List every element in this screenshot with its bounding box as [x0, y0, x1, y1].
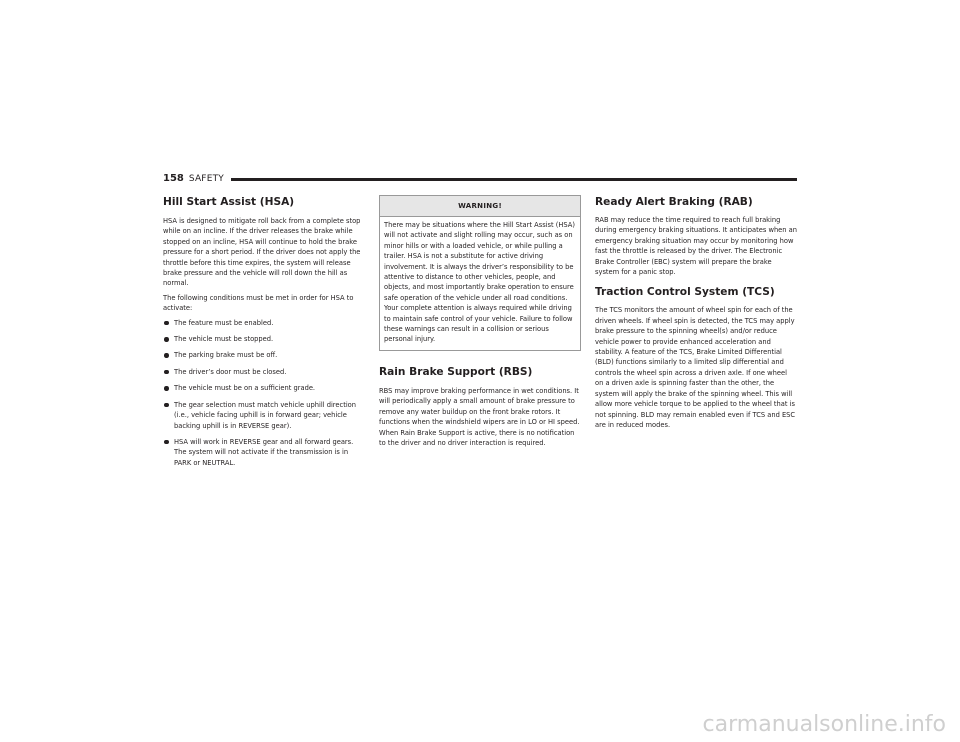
bullet-icon: [164, 337, 169, 342]
hsa-heading: Hill Start Assist (HSA): [163, 196, 295, 208]
header-rule: [231, 178, 797, 181]
watermark: carmanualsonline.info: [702, 712, 946, 737]
hsa-conditions-intro: The following conditions must be met in order for HSA to activate:: [163, 293, 354, 313]
list-item: [163, 400, 364, 431]
bullet-icon: [164, 353, 169, 358]
warning-title: WARNING!: [380, 196, 580, 217]
list-item-text: The gear selection must match vehicle uphill direction (i.e., vehicle facing uphill is in forward gear; vehicle backing uphill is in REVERSE gear).: [174, 400, 357, 430]
rab-paragraph: RAB may reduce the time required to reach full braking during emergency braking situations. It anticipates when an emergency braking situation may occur by monitoring how fast the throttle is released by the driver. The Electronic Brake Controller (EBC) system will prepare the brake system for a panic stop.: [595, 216, 797, 277]
bullet-icon: [164, 386, 169, 391]
bullet-icon: [164, 403, 169, 408]
tcs-paragraph: The TCS monitors the amount of wheel spin for each of the driven wheels. If wheel spin is detected, the TCS may apply brake pressure to the spinning wheel(s) and/or reduce vehicle power to provide enhanced acceleration and stability. A feature of the TCS, Brake Limited Differential (BLD) functions similarly to a limited slip differential and controls the wheel spin across a driven axle. If one wheel on a driven axle is spinning faster than the other, the system will apply the brake of the spinning wheel. This will allow more vehicle torque to be applied to the wheel that is not spinning. BLD may remain enabled even if TCS and ESC are in reduced modes.: [595, 306, 796, 429]
list-item-text: The vehicle must be stopped.: [174, 335, 274, 344]
bullet-icon: [164, 370, 169, 375]
list-item-text: The feature must be enabled.: [174, 318, 274, 327]
list-item-text: HSA will work in REVERSE gear and all forward gears. The system will not activate if the transmission is in PARK or NEUTRAL.: [174, 437, 354, 467]
column-middle: [379, 195, 580, 448]
list-item-text: The parking brake must be off.: [174, 351, 278, 360]
list-item-text: The vehicle must be on a sufficient grade.: [174, 384, 316, 393]
rab-heading: Ready Alert Braking (RAB): [595, 196, 753, 208]
column-right: [595, 195, 797, 430]
warning-box: [379, 195, 581, 351]
column-left: [163, 195, 364, 474]
hsa-conditions-list: [163, 318, 364, 468]
warning-text: There may be situations where the Hill Start Assist (HSA) will not activate and slight rolling may occur, such as on minor hills or with a loaded vehicle, or while pulling a trailer. HSA is not a substitute for active driving involvement. It is always the driver’s responsibility to be attentive to distance to other vehicles, people, and objects, and most importantly brake operation to ensure safe operation of the vehicle under all road conditions. Your complete attention is always required while driving to maintain safe control of your vehicle. Failure to follow these warnings can result in a collision or serious personal injury.: [384, 221, 575, 344]
list-item: [163, 367, 364, 377]
list-item: [163, 318, 364, 328]
page-header: [163, 172, 797, 186]
list-item: [163, 334, 364, 344]
list-item: [163, 350, 364, 360]
bullet-icon: [164, 440, 169, 445]
section-title: SAFETY: [188, 174, 224, 184]
list-item: [163, 383, 364, 393]
hsa-paragraph: HSA is designed to mitigate roll back from a complete stop while on an incline. If the driver releases the brake while stopped on an incline, HSA will continue to hold the brake pressure for a short period. If the driver does not apply the throttle before this time expires, the system will release brake pressure and the vehicle will roll down the hill as normal.: [163, 217, 361, 288]
rbs-heading: Rain Brake Support (RBS): [379, 365, 533, 378]
bullet-icon: [164, 321, 169, 326]
list-item: [163, 437, 364, 468]
rbs-paragraph: RBS may improve braking performance in wet conditions. It will periodically apply a small amount of brake pressure to remove any water buildup on the front brake rotors. It functions when the windshield wipers are in LO or HI speed. When Rain Brake Support is active, there is no notification to the driver and no driver interaction is required.: [379, 386, 580, 447]
page-number: 158: [163, 173, 184, 184]
warning-body: [380, 217, 580, 350]
list-item-text: The driver’s door must be closed.: [174, 367, 287, 376]
tcs-heading: Traction Control System (TCS): [595, 286, 775, 299]
